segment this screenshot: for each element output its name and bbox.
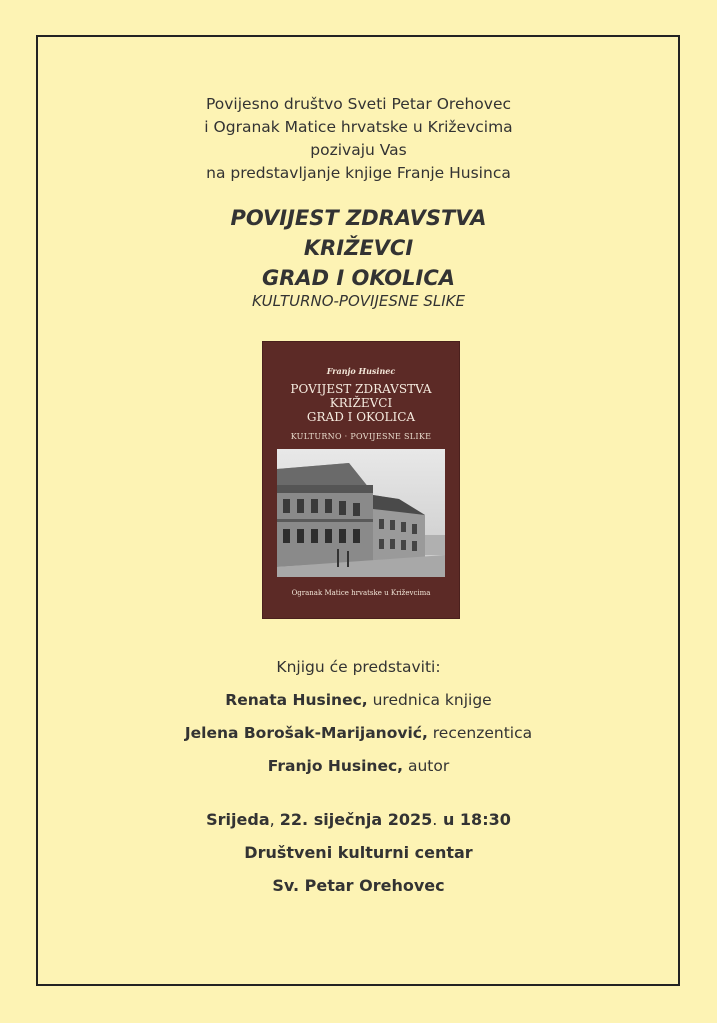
presenter-name: Franjo Husinec, xyxy=(267,757,404,775)
intro-line-organizer-2: i Ogranak Matice hrvatske u Križevcima xyxy=(204,118,513,136)
cover-title-line-1: POVIJEST ZDRAVSTVA xyxy=(290,382,432,396)
presenter-row xyxy=(0,754,717,787)
presenters-heading: Knjigu će predstaviti: xyxy=(276,658,441,676)
book-title xyxy=(0,203,717,293)
cover-title-line-2: KRIŽEVCI xyxy=(329,396,393,410)
presenter-row xyxy=(0,721,717,754)
event-comma: , xyxy=(269,810,280,829)
cover-street-photo xyxy=(277,449,445,577)
presenter-role: autor xyxy=(403,757,450,775)
book-cover-image xyxy=(263,342,459,618)
cover-author: Franjo Husinec xyxy=(326,366,396,376)
presenter-name: Jelena Borošak-Marijanović, xyxy=(184,724,428,742)
intro-line-event: na predstavljanje knjige Franje Husinca xyxy=(206,164,511,182)
book-subtitle: KULTURNO-POVIJESNE SLIKE xyxy=(252,292,465,310)
presenter-name: Renata Husinec, xyxy=(225,691,368,709)
book-title-line-2: KRIŽEVCI xyxy=(303,236,414,260)
event-place: Sv. Petar Orehovec xyxy=(272,876,445,895)
book-title-line-3: GRAD I OKOLICA xyxy=(261,266,456,290)
cover-title-line-3: GRAD I OKOLICA xyxy=(306,410,416,424)
event-venue: Društveni kulturni centar xyxy=(244,843,473,862)
book-title-line-1: POVIJEST ZDRAVSTVA xyxy=(230,206,487,230)
event-time: u 18:30 xyxy=(437,810,511,829)
intro-block xyxy=(0,93,717,185)
presenters-block xyxy=(0,655,717,787)
intro-line-invite: pozivaju Vas xyxy=(310,141,407,159)
cover-title xyxy=(263,382,459,424)
presenter-role: urednica knjige xyxy=(367,691,492,709)
cover-subtitle: KULTURNO · POVIJESNE SLIKE xyxy=(290,432,432,441)
presenter-role: recenzentica xyxy=(427,724,533,742)
presenter-row xyxy=(0,688,717,721)
event-dot: . xyxy=(432,810,438,829)
event-date: 22. siječnja 2025 xyxy=(279,810,433,829)
event-day: Srijeda xyxy=(206,810,270,829)
intro-line-organizer-1: Povijesno društvo Sveti Petar Orehovec xyxy=(205,95,512,113)
event-details xyxy=(0,808,717,907)
event-datetime xyxy=(0,808,717,841)
cover-publisher: Ogranak Matice hrvatske u Križevcima xyxy=(291,589,431,597)
